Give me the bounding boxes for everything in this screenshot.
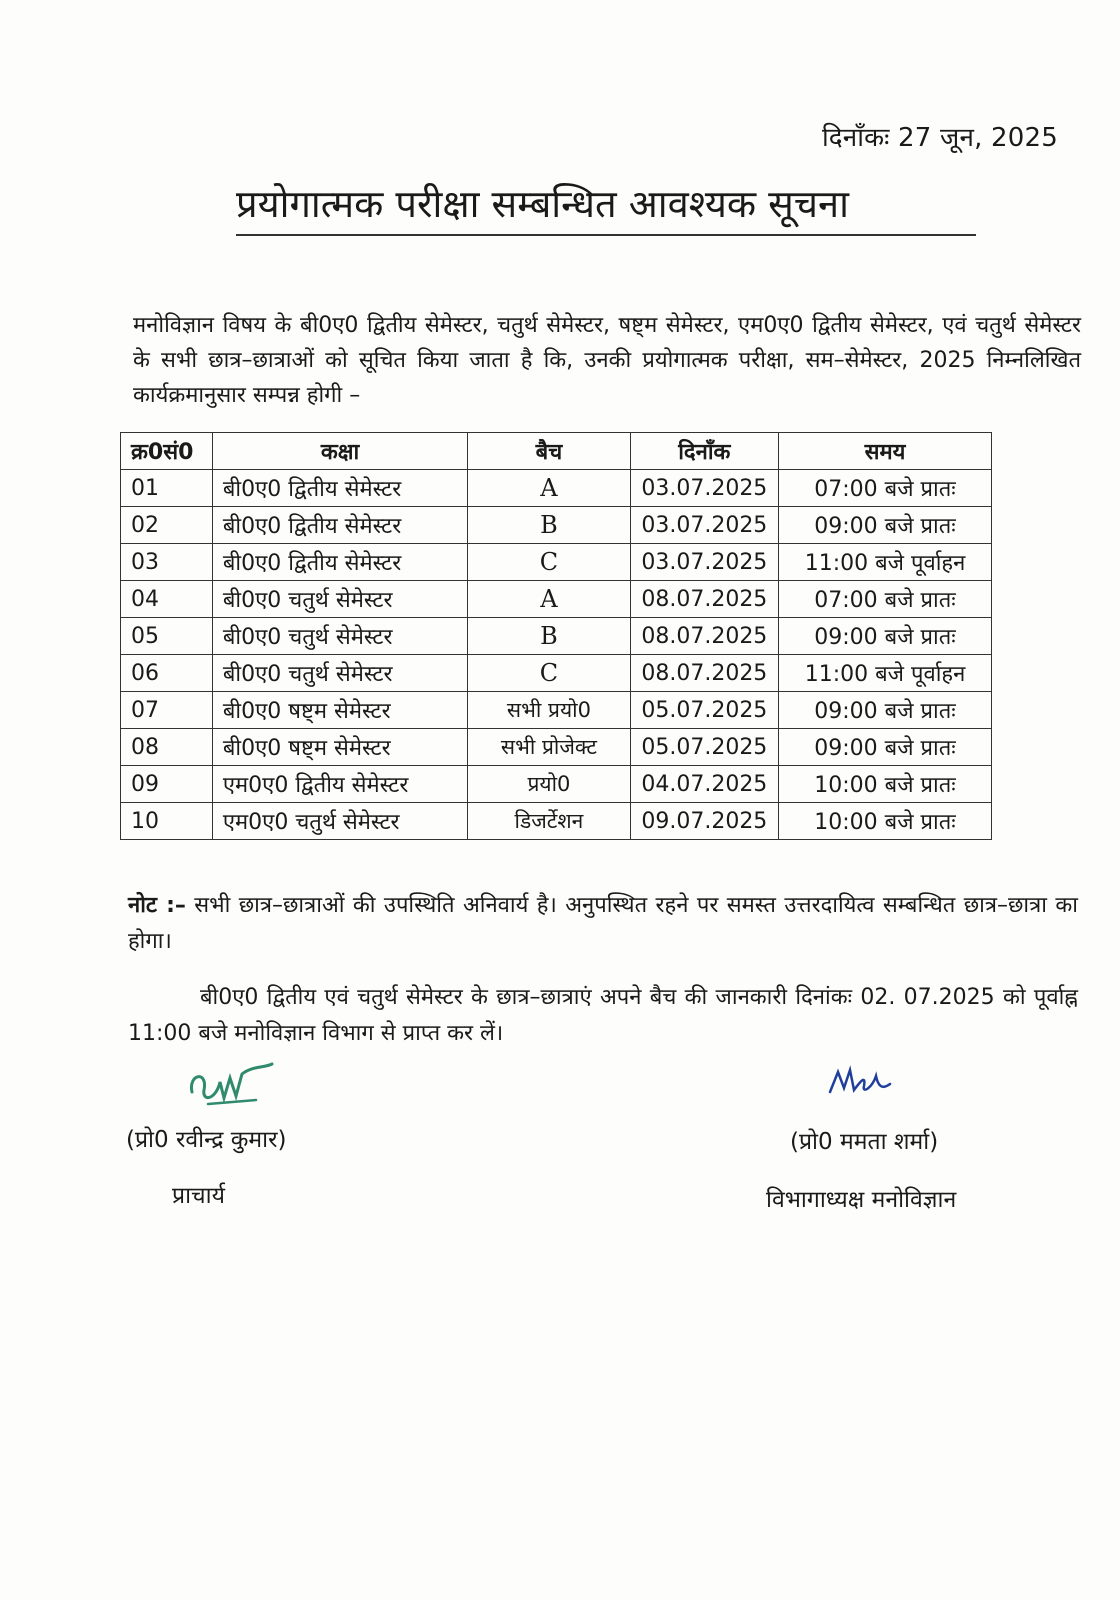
note-text: सभी छात्र–छात्राओं की उपस्थिति अनिवार्य है। अनुपस्थित रहने पर समस्त उत्तरदायित्व सम्बन्धित छात्र–छात्रा का होगा। [128,893,1078,954]
cell-serial: 06 [121,655,213,692]
cell-time: 10:00 बजे प्रातः [779,766,992,803]
cell-date: 03.07.2025 [630,507,778,544]
table-row [121,766,992,803]
cell-serial: 03 [121,544,213,581]
cell-time: 11:00 बजे पूर्वाहन [779,544,992,581]
cell-batch: C [468,655,630,692]
cell-serial: 10 [121,803,213,840]
cell-class: बी0ए0 द्वितीय सेमेस्टर [212,470,467,507]
principal-name: (प्रो0 रवीन्द्र कुमार) [126,1127,287,1153]
notice-date: दिनाँकः 27 जून, 2025 [822,123,1058,153]
cell-date: 08.07.2025 [630,655,778,692]
cell-date: 03.07.2025 [630,470,778,507]
table-row [121,507,992,544]
intro-paragraph: मनोविज्ञान विषय के बी0ए0 द्वितीय सेमेस्टर, चतुर्थ सेमेस्टर, षष्ट्म सेमेस्टर, एम0ए0 द्वितीय सेमेस्टर, एवं चतुर्थ सेमेस्टर के सभी छात्र–छात्राओं को सूचित किया जाता है कि, उनकी प्रयोगात्मक परीक्षा, सम–सेमेस्टर, 2025 निम्नलिखित कार्यक्रमानुसार सम्पन्न होगी – [133,313,1081,408]
cell-batch: C [468,544,630,581]
cell-batch: प्रयो0 [468,766,630,803]
cell-class: बी0ए0 षष्ट्म सेमेस्टर [212,729,467,766]
cell-date: 08.07.2025 [630,618,778,655]
cell-serial: 02 [121,507,213,544]
cell-time: 09:00 बजे प्रातः [779,507,992,544]
header-serial: क्र0सं0 [121,433,213,470]
cell-time: 09:00 बजे प्रातः [779,618,992,655]
notice-title: प्रयोगात्मक परीक्षा सम्बन्धित आवश्यक सूचना [236,178,976,236]
header-date: दिनाँक [630,433,778,470]
cell-serial: 05 [121,618,213,655]
cell-serial: 01 [121,470,213,507]
cell-date: 04.07.2025 [630,766,778,803]
cell-batch: सभी प्रोजेक्ट [468,729,630,766]
cell-class: बी0ए0 द्वितीय सेमेस्टर [212,544,467,581]
principal-title: प्राचार्य [172,1183,225,1209]
batch-info-paragraph: बी0ए0 द्वितीय एवं चतुर्थ सेमेस्टर के छात्र–छात्राएं अपने बैच की जानकारी दिनांकः 02. 07.2025 को पूर्वाह्न 11:00 बजे मनोविज्ञान विभाग से प्राप्त कर लें। [128,985,1078,1046]
cell-serial: 04 [121,581,213,618]
cell-batch: सभी प्रयो0 [468,692,630,729]
cell-time: 09:00 बजे प्रातः [779,729,992,766]
cell-time: 07:00 बजे प्रातः [779,581,992,618]
table-row [121,581,992,618]
cell-class: एम0ए0 द्वितीय सेमेस्टर [212,766,467,803]
cell-serial: 08 [121,729,213,766]
cell-batch: B [468,618,630,655]
hod-signature [826,1064,896,1100]
cell-batch: डिजर्टेशन [468,803,630,840]
table-row [121,692,992,729]
table-row [121,544,992,581]
cell-time: 11:00 बजे पूर्वाहन [779,655,992,692]
hod-title: विभागाध्यक्ष मनोविज्ञान [766,1187,957,1213]
cell-class: एम0ए0 चतुर्थ सेमेस्टर [212,803,467,840]
cell-batch: B [468,507,630,544]
cell-time: 09:00 बजे प्रातः [779,692,992,729]
cell-date: 08.07.2025 [630,581,778,618]
cell-class: बी0ए0 चतुर्थ सेमेस्टर [212,655,467,692]
cell-batch: A [468,470,630,507]
cell-date: 09.07.2025 [630,803,778,840]
cell-serial: 09 [121,766,213,803]
header-class: कक्षा [212,433,467,470]
principal-signature [186,1060,276,1110]
cell-time: 07:00 बजे प्रातः [779,470,992,507]
table-row [121,729,992,766]
cell-class: बी0ए0 द्वितीय सेमेस्टर [212,507,467,544]
cell-date: 03.07.2025 [630,544,778,581]
hod-name: (प्रो0 ममता शर्मा) [790,1129,939,1155]
note-label: नोट :– [128,893,186,918]
table-row [121,470,992,507]
note-paragraph [128,888,1078,960]
cell-batch: A [468,581,630,618]
cell-date: 05.07.2025 [630,692,778,729]
cell-class: बी0ए0 चतुर्थ सेमेस्टर [212,618,467,655]
cell-class: बी0ए0 षष्ट्म सेमेस्टर [212,692,467,729]
table-row [121,618,992,655]
cell-class: बी0ए0 चतुर्थ सेमेस्टर [212,581,467,618]
table-row [121,803,992,840]
table-row [121,655,992,692]
schedule-table [120,432,992,840]
cell-time: 10:00 बजे प्रातः [779,803,992,840]
cell-serial: 07 [121,692,213,729]
table-header-row [121,433,992,470]
header-batch: बैच [468,433,630,470]
cell-date: 05.07.2025 [630,729,778,766]
header-time: समय [779,433,992,470]
